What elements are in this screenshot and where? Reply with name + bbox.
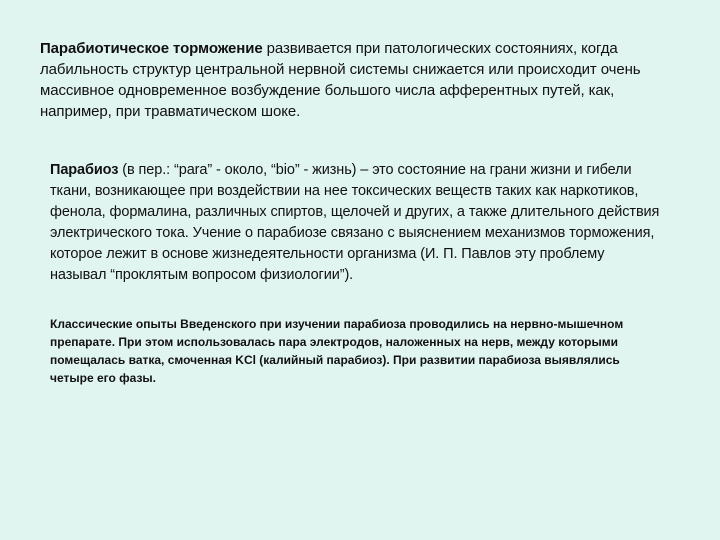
- paragraph-text: (в пер.: “para” - около, “bio” - жизнь) – это состояние на грани жизни и гибели ткани, возникающее при воздействии на нее токсических веществ таких как наркотиков, фенола, формалина, различных спиртов, щелочей и других, а также длительного действия электрического тока. Учение о парабиозе связано с выяснением механизмов торможения, которое лежит в основе жизнедеятельности организма (И. П. Павлов эту проблему называл “проклятым вопросом физиологии”).: [50, 162, 660, 283]
- paragraph-parabiotic-inhibition: [40, 38, 685, 122]
- paragraph-text: развивается при патологических состояниях, когда лабильность структур центральной нервной системы снижается или происходит очень массивное одновременное возбуждение большого числа афферентных путей, как, например, при травматическом шоке.: [40, 40, 641, 120]
- term-parabiotic-inhibition: Парабиотическое торможение: [40, 40, 263, 57]
- term-parabiosis: Парабиоз: [50, 162, 119, 178]
- paragraph-parabiosis-definition: [50, 160, 660, 286]
- paragraph-vvedensky-experiments: Классические опыты Введенского при изучении парабиоза проводились на нервно-мышечном препарате. При этом использовалась пара электродов, наложенных на нерв, между которыми помещалась ватка, смоченная KCl (калийный парабиоз). При развитии парабиоза выявлялись четыре его фазы.: [50, 317, 624, 385]
